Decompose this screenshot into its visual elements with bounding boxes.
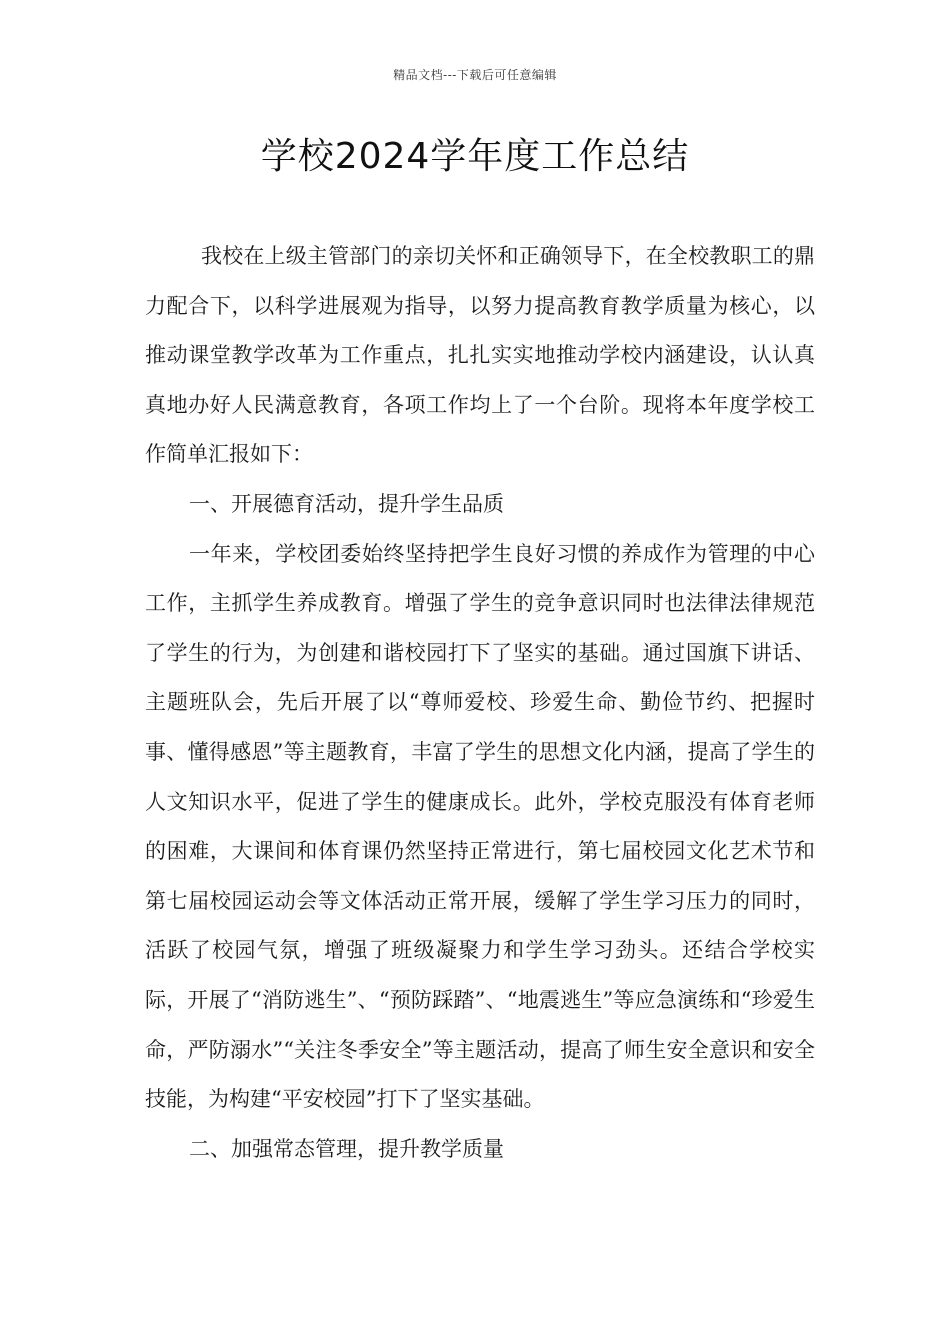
intro-paragraph: 我校在上级主管部门的亲切关怀和正确领导下，在全校教职工的鼎力配合下，以科学进展观为指导，以努力提高教育教学质量为核心，以推动课堂教学改革为工作重点，扎扎实实地推动学校内涵建设，认认真真地办好人民满意教育，各项工作均上了一个台阶。现将本年度学校工作简单汇报如下： <box>145 244 815 467</box>
document-title: 学校2024学年度工作总结 <box>260 136 690 177</box>
document-body <box>145 232 815 1174</box>
section-1-paragraph: 一年来，学校团委始终坚持把学生良好习惯的养成作为管理的中心工作，主抓学生养成教育。增强了学生的竞争意识同时也法律法律规范了学生的行为，为创建和谐校园打下了坚实的基础。通过国旗下讲话、主题班队会，先后开展了以“尊师爱校、珍爱生命、勤俭节约、把握时事、懂得感恩”等主题教育，丰富了学生的思想文化内涵，提高了学生的人文知识水平，促进了学生的健康成长。此外，学校克服没有体育老师的困难，大课间和体育课仍然坚持正常进行，第七届校园文化艺术节和第七届校园运动会等文体活动正常开展，缓解了学生学习压力的同时，活跃了校园气氛，增强了班级凝聚力和学生学习劲头。还结合学校实际，开展了“消防逃生”、“预防踩踏”、“地震逃生”等应急演练和“珍爱生命，严防溺水”“关注冬季安全”等主题活动，提高了师生安全意识和安全技能，为构建“平安校园”打下了坚实基础。 <box>145 541 815 1112</box>
section-heading-1: 一、开展德育活动，提升学生品质 <box>189 491 504 516</box>
header-note: 精品文档---下载后可任意编辑 <box>393 68 557 82</box>
section-heading-2: 二、加强常态管理，提升教学质量 <box>189 1136 504 1161</box>
